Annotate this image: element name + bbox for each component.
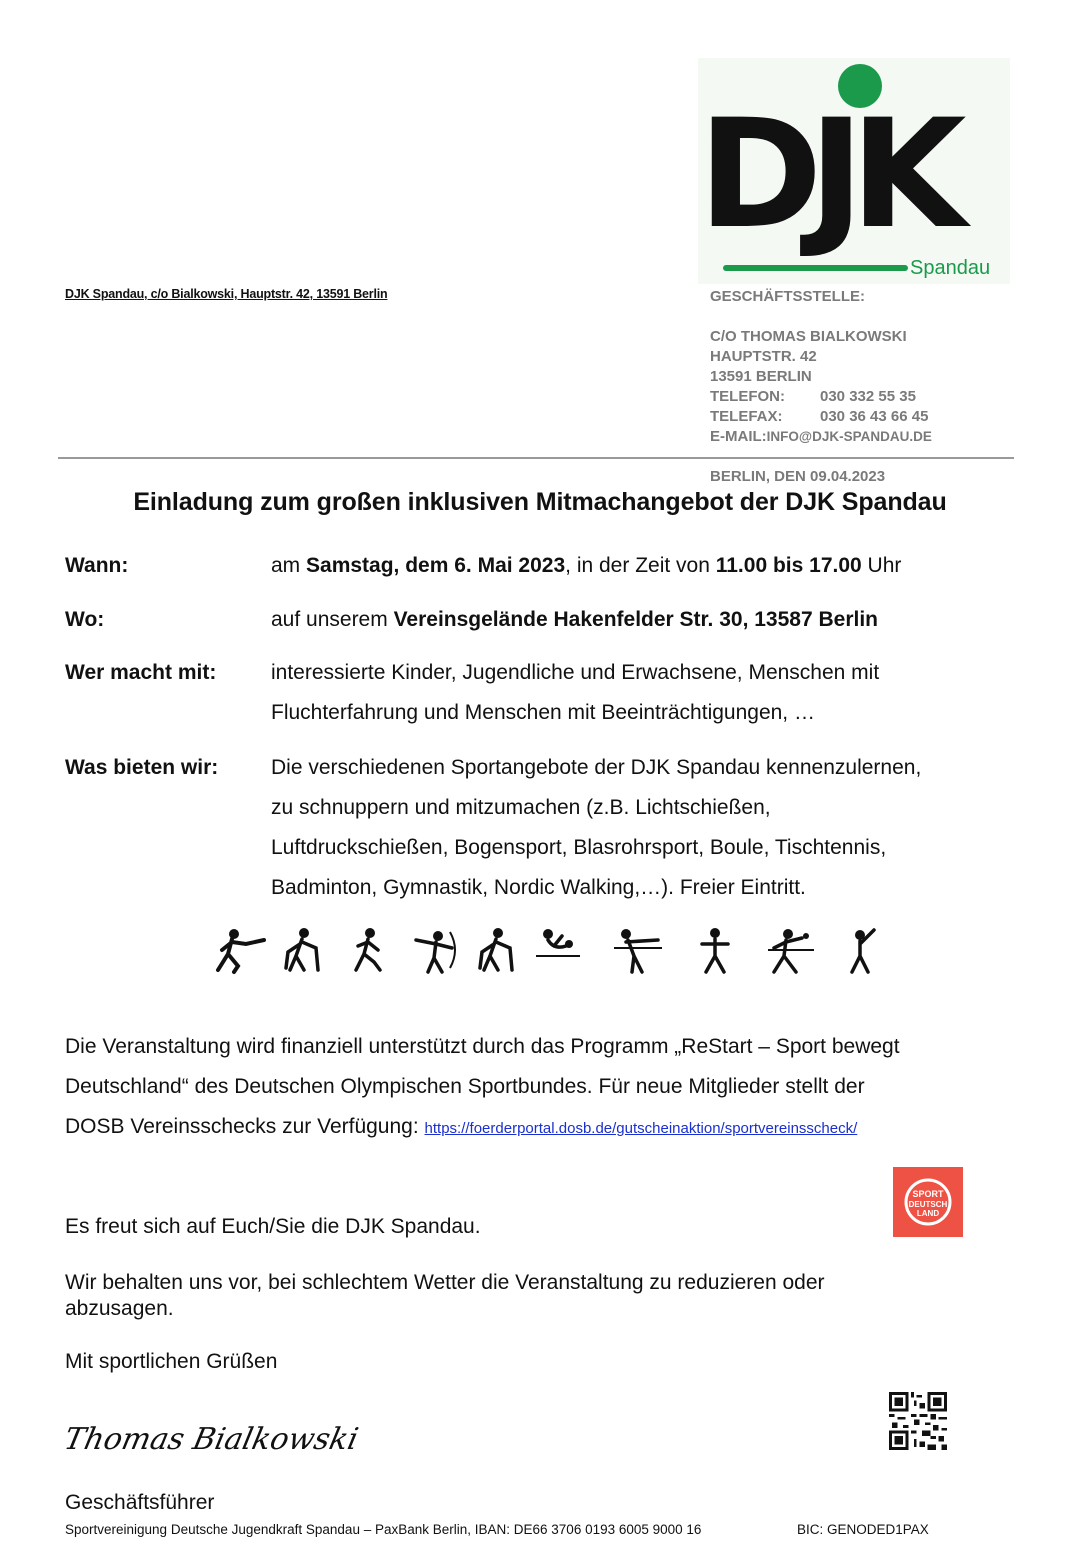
weather-note: Wir behalten uns vor, bei schlechtem Wetter die Veranstaltung zu reduzieren oder abzusagen. (65, 1271, 825, 1320)
badminton-pictogram (846, 926, 878, 974)
funding-paragraph: Die Veranstaltung wird finanziell unterstützt durch das Programm „ReStart – Sport bewegt Deutschland“ des Deutschen Olympischen Sportbundes. Für neue Mitglieder stellt der DOSB Vereinsschecks zur Verfügung: https://foerderportal.dosb.de/gutscheinaktion/sportvereinsscheck/ (65, 1035, 900, 1138)
invitation-title: Einladung zum großen inklusiven Mitmachangebot der DJK Spandau (133, 488, 947, 516)
telefon-number: 030 332 55 35 (820, 388, 916, 405)
gymnastics-pictogram (700, 926, 730, 974)
nordic-walking-pictogram-2 (476, 926, 516, 974)
logo-green-bar (723, 265, 908, 271)
svg-text:SPORT: SPORT (912, 1189, 944, 1199)
header-divider (58, 457, 1014, 459)
wo-value: auf unserem Vereinsgelände Hakenfelder Str. 30, 13587 Berlin (271, 608, 878, 631)
office-line-2: HAUPTSTR. 42 (710, 348, 817, 365)
running-pictogram (350, 926, 384, 974)
logo-letters: DJK (698, 88, 953, 262)
shooting-pictogram (614, 926, 662, 974)
email-address: INFO@DJK-SPANDAU.DE (766, 429, 932, 444)
wann-value: am Samstag, dem 6. Mai 2023, in der Zeit von 11.00 bis 17.00 Uhr (271, 554, 902, 577)
boule-pictogram (536, 926, 580, 974)
svg-text:DEUTSCH: DEUTSCH (908, 1200, 948, 1209)
role-line: Geschäftsführer (65, 1491, 215, 1514)
was-value: Die verschiedenen Sportangebote der DJK Spandau kennenzulernen, zu schnuppern und mitzumachen (z.B. Lichtschießen, Luftdruckschießen, Bogensport, Blasrohrsport, Boule, Tischtennis, Badminton, Gymnastik, Nordic Walking,…). Freier Eintritt. (271, 756, 922, 899)
telefax-label: TELEFAX: (710, 408, 783, 425)
qr-code (889, 1392, 947, 1450)
svg-text:Thomas Bialkowski: Thomas Bialkowski (61, 1422, 362, 1457)
handwritten-signature (61, 1415, 362, 1459)
was-label: Was bieten wir: (65, 756, 219, 779)
office-line-3: 13591 BERLIN (710, 368, 812, 385)
nordic-walking-pictogram (282, 926, 322, 974)
fencing-pictogram (212, 926, 267, 974)
wann-label: Wann: (65, 554, 129, 577)
closing-line: Mit sportlichen Grüßen (65, 1350, 278, 1373)
wer-value: interessierte Kinder, Jugendliche und Erwachsene, Menschen mit Fluchterfahrung und Menschen mit Beeinträchtigungen, … (271, 661, 880, 724)
wer-label: Wer macht mit: (65, 661, 217, 684)
office-heading: GESCHÄFTSSTELLE: (710, 288, 866, 305)
archery-pictogram (412, 926, 462, 974)
office-address-block (710, 287, 932, 447)
greeting-line: Es freut sich auf Euch/Sie die DJK Spandau. (65, 1215, 481, 1238)
dosb-link[interactable]: https://foerderportal.dosb.de/gutscheinaktion/sportvereinsscheck/ (424, 1120, 858, 1137)
djk-spandau-logo (698, 58, 1010, 284)
wo-label: Wo: (65, 608, 105, 631)
office-line-1: C/O THOMAS BIALKOWSKI (710, 328, 907, 345)
date-line: BERLIN, DEN 09.04.2023 (710, 468, 886, 485)
sender-address-line: DJK Spandau, c/o Bialkowski, Hauptstr. 42, 13591 Berlin (65, 287, 388, 301)
telefax-number: 030 36 43 66 45 (820, 408, 929, 425)
email-label: E-MAIL: (710, 428, 767, 445)
telefon-label: TELEFON: (710, 388, 785, 405)
table-tennis-pictogram (766, 926, 816, 974)
bic-footer: BIC: GENODED1PAX (797, 1522, 929, 1537)
bank-footer: Sportvereinigung Deutsche Jugendkraft Spandau – PaxBank Berlin, IBAN: DE66 3706 0193 6005 9000 16 (65, 1522, 702, 1537)
svg-text:LAND: LAND (916, 1209, 940, 1218)
logo-spandau-text: Spandau (910, 257, 991, 279)
